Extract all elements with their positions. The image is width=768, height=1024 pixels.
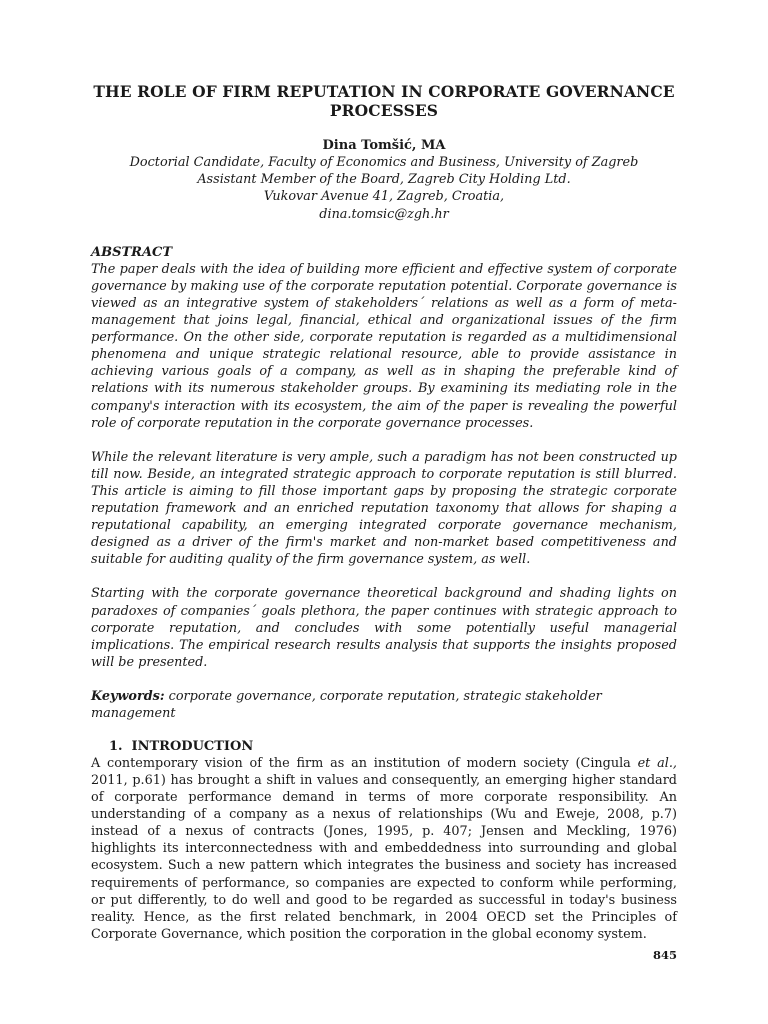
keywords-text: corporate governance, corporate reputation, strategic stakeholder management xyxy=(91,688,602,721)
title-line-2: PROCESSES xyxy=(329,101,439,120)
section-heading-introduction xyxy=(91,738,677,755)
author-email: dina.tomsic@zgh.hr xyxy=(319,206,449,222)
paper-title xyxy=(91,82,677,120)
intro-text: A contemporary vision of the firm as an institution of modern society (Cingula xyxy=(91,755,638,771)
author-name: Dina Tomšić, MA xyxy=(322,138,446,153)
keywords xyxy=(91,688,677,722)
introduction-paragraph xyxy=(91,755,677,943)
paper-page xyxy=(91,82,677,943)
abstract-paragraph: Starting with the corporate governance theoretical background and shading lights on paradoxes of companies´ goals plethora, the paper continues with strategic approach to corporate reputation, and concludes with some potentially useful managerial implications. The empirical research results analysis that supports the insights proposed will be presented. xyxy=(91,586,677,670)
paragraph-gap xyxy=(91,432,677,449)
intro-et-al: et al., xyxy=(637,755,677,771)
affiliation-line: Doctorial Candidate, Faculty of Economics and Business, University of Zagreb xyxy=(129,155,639,170)
abstract-paragraph: While the relevant literature is very ample, such a paradigm has not been constructed up till now. Beside, an integrated strategic approach to corporate reputation is still blurred. This article is aiming to fill those important gaps by proposing the strategic corporate reputation framework and an enriched reputation taxonomy that allows for shaping a reputational capability, an emerging integrated corporate governance mechanism, designed as a driver of the firm's market and non-market based competitiveness and suitable for auditing quality of the firm governance system, as well. xyxy=(91,449,677,568)
affiliation-line: Vukovar Avenue 41, Zagreb, Croatia, xyxy=(263,189,505,205)
paragraph-gap xyxy=(91,568,677,585)
abstract-heading: ABSTRACT xyxy=(91,244,173,260)
abstract-paragraph: The paper deals with the idea of building more efficient and effective system of corporate governance by making use of the corporate reputation potential. Corporate governance is viewed as an integrative system of stakeholders´ relations as well as a form of meta-management that joins legal, financial, ethical and organizational issues of the firm performance. On the other side, corporate reputation is regarded as a multidimensional phenomena and unique strategic relational resource, able to provide assistance in achieving various goals of a company, as well as in shaping the preferable kind of relations with its numerous stakeholder groups. By examining its mediating role in the company's interaction with its ecosystem, the aim of the paper is revealing the powerful role of corporate reputation in the corporate governance processes. xyxy=(91,261,677,431)
section-number: 1. xyxy=(109,738,123,754)
section-title: INTRODUCTION xyxy=(131,738,254,754)
keywords-label: Keywords: xyxy=(91,688,165,704)
affiliation-line: Assistant Member of the Board, Zagreb City Holding Ltd. xyxy=(197,172,571,188)
page-number: 845 xyxy=(652,948,677,962)
intro-text: 2011, p.61) has brought a shift in values and consequently, an emerging higher standard of corporate performance demand in terms of more corporate responsibility. An understanding of a company as a nexus of relationships (Wu and Eweje, 2008, p.7) instead of a nexus of contracts (Jones, 1995, p. 407; Jensen and Meckling, 1976) highlights its interconnectedness with and embeddedness into surrounding and global ecosystem. Such a new pattern which integrates the business and society has increased requirements of performance, so companies are expected to conform while performing, or put differently, to do well and good to be regarded as successful in today's business reality. Hence, as the first related benchmark, in 2004 OECD set the Principles of Corporate Governance, which position the corporation in the global economy system. xyxy=(91,772,677,942)
title-line-1: THE ROLE OF FIRM REPUTATION IN CORPORATE GOVERNANCE xyxy=(93,82,675,101)
